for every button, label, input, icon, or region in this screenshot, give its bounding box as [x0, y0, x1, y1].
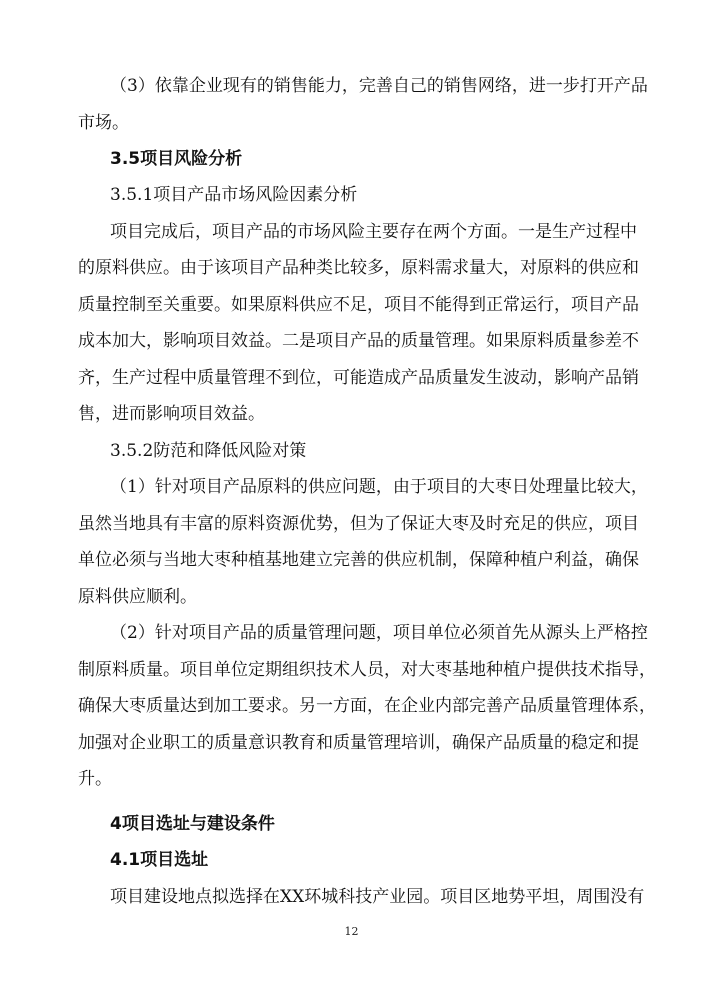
subsection-heading: 3.5.2防范和降低风险对策	[110, 441, 307, 461]
paragraph-line: 加强对企业职工的质量意识教育和质量管理培训，确保产品质量的稳定和提	[78, 733, 639, 753]
paragraph-line: 齐，生产过程中质量管理不到位，可能造成产品质量发生波动，影响产品销	[78, 368, 639, 388]
paragraph-line: 成本加大，影响项目效益。二是项目产品的质量管理。如果原料质量参差不	[78, 331, 639, 351]
paragraph-line: 制原料质量。项目单位定期组织技术人员，对大枣基地种植户提供技术指导，	[78, 660, 656, 680]
paragraph-line: 项目建设地点拟选择在XX环城科技产业园。项目区地势平坦，周围没有	[110, 887, 645, 907]
subsection-heading: 3.5.1项目产品市场风险因素分析	[110, 185, 358, 205]
paragraph-line: （3）依靠企业现有的销售能力，完善自己的销售网络，进一步打开产品	[110, 76, 648, 96]
paragraph-line: 的原料供应。由于该项目产品种类比较多，原料需求量大，对原料的供应和	[78, 258, 639, 278]
paragraph-line: 单位必须与当地大枣种植基地建立完善的供应机制，保障种植户利益，确保	[78, 550, 639, 570]
paragraph-line: （2）针对项目产品的质量管理问题，项目单位必须首先从源头上严格控	[110, 623, 648, 643]
paragraph-line: 项目完成后，项目产品的市场风险主要存在两个方面。一是生产过程中	[110, 222, 637, 242]
paragraph-line: 售，进而影响项目效益。	[78, 404, 265, 424]
paragraph-line: 原料供应顺利。	[78, 587, 197, 607]
paragraph-line: （1）针对项目产品原料的供应问题，由于项目的大枣日处理量比较大，	[110, 477, 648, 497]
paragraph-line: 确保大枣质量达到加工要求。另一方面，在企业内部完善产品质量管理体系，	[78, 696, 656, 716]
paragraph-line: 质量控制至关重要。如果原料供应不足，项目不能得到正常运行，项目产品	[78, 295, 639, 315]
paragraph-line: 市场。	[78, 113, 129, 133]
section-heading: 3.5项目风险分析	[110, 149, 243, 169]
paragraph-line: 虽然当地具有丰富的原料资源优势，但为了保证大枣及时充足的供应，项目	[78, 514, 639, 534]
chapter-heading: 4项目选址与建设条件	[110, 814, 275, 834]
paragraph-line: 升。	[78, 769, 112, 789]
page-number: 12	[344, 925, 359, 938]
section-heading: 4.1项目选址	[110, 850, 209, 870]
